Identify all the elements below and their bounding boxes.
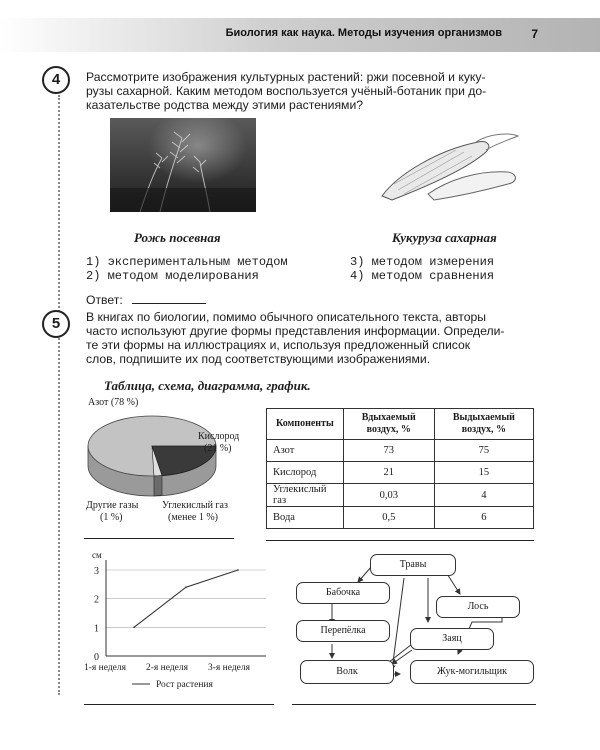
table-header-row bbox=[267, 409, 534, 440]
table-row bbox=[267, 440, 534, 462]
table-cell: 4 bbox=[434, 484, 533, 507]
node-wolf: Волк bbox=[300, 660, 394, 684]
corn-illustration bbox=[368, 124, 524, 204]
data-point bbox=[237, 569, 239, 571]
pie-label-co2: Углекислый газ bbox=[162, 500, 228, 511]
chart-answer-line[interactable] bbox=[84, 704, 274, 705]
table-cell: Вода bbox=[267, 507, 344, 529]
data-point bbox=[185, 586, 187, 588]
word-list: Таблица, схема, диаграмма, график. bbox=[104, 378, 311, 393]
scheme-answer-line[interactable] bbox=[292, 704, 536, 705]
rye-photo bbox=[110, 118, 256, 212]
question-number-4: 4 bbox=[42, 66, 70, 94]
table-row bbox=[267, 507, 534, 529]
margin-dotted-line bbox=[58, 95, 60, 695]
pie-label-oxygen: Кислород bbox=[198, 431, 240, 442]
answer-label: Ответ: bbox=[86, 293, 123, 307]
pie-label-co2-value: (менее 1 %) bbox=[168, 512, 218, 523]
pie-slice-edge bbox=[154, 476, 162, 496]
y-tick-label: 0 bbox=[94, 652, 99, 663]
table-cell: 21 bbox=[343, 462, 434, 484]
table-header: Вдыхаемый воздух, % bbox=[343, 409, 434, 440]
option-1: 1) экспериментальным методом bbox=[86, 255, 288, 269]
table-cell: Кислород bbox=[267, 462, 344, 484]
question-5-line: слов, подпишите их под соответствующими изображениями. bbox=[86, 352, 431, 366]
option-4: 4) методом сравнения bbox=[350, 269, 495, 283]
node-butterfly: Бабочка bbox=[296, 582, 390, 604]
node-beetle: Жук-могильщик bbox=[410, 660, 534, 684]
table-row bbox=[267, 484, 534, 507]
legend-label: Рост растения bbox=[156, 680, 213, 690]
node-hare: Заяц bbox=[410, 628, 494, 650]
table-cell: 0,03 bbox=[343, 484, 434, 507]
pie-label-oxygen-value: (21 %) bbox=[204, 443, 232, 454]
x-tick-label: 3-я неделя bbox=[208, 663, 250, 673]
table-cell: Углекислый газ bbox=[267, 484, 344, 507]
node-quail: Перепёлка bbox=[296, 620, 390, 642]
y-tick-label: 2 bbox=[94, 594, 99, 606]
question-number-5: 5 bbox=[42, 310, 70, 338]
pie-label-other-value: (1 %) bbox=[100, 512, 123, 523]
table-cell: 15 bbox=[434, 462, 533, 484]
y-axis-label: см bbox=[92, 550, 102, 560]
answer-input-line[interactable] bbox=[132, 303, 206, 304]
option-3: 3) методом измерения bbox=[350, 255, 495, 269]
question-4-line: казательстве родства между этими растениями? bbox=[86, 98, 364, 112]
corn-caption: Кукуруза сахарная bbox=[392, 230, 497, 245]
question-5-line: часто используют другие формы представления информации. Определи- bbox=[86, 324, 505, 338]
question-4-line: рузы сахарной. Каким методом воспользуется учёный-ботаник при до- bbox=[86, 84, 487, 98]
data-point bbox=[133, 627, 135, 629]
rye-ears-illustration bbox=[110, 118, 256, 212]
x-tick-label: 2-я неделя bbox=[146, 663, 188, 673]
table-answer-line[interactable] bbox=[266, 540, 534, 541]
pie-answer-line[interactable] bbox=[84, 538, 234, 539]
rye-caption: Рожь посевная bbox=[134, 230, 221, 245]
option-2: 2) методом моделирования bbox=[86, 269, 259, 283]
question-5-text bbox=[86, 310, 534, 366]
table-cell: 6 bbox=[434, 507, 533, 529]
question-5-line: В книгах по биологии, помимо обычного описательного текста, авторы bbox=[86, 310, 487, 324]
table-cell: Азот bbox=[267, 440, 344, 462]
pie-diagram bbox=[82, 406, 222, 506]
table-row bbox=[267, 462, 534, 484]
node-grass: Травы bbox=[370, 554, 456, 576]
question-4-line: Рассмотрите изображения культурных растений: ржи посевной и куку- bbox=[86, 70, 486, 84]
page-number: 7 bbox=[531, 27, 538, 41]
y-tick-label: 1 bbox=[94, 623, 99, 635]
components-table bbox=[266, 408, 534, 529]
node-moose: Лось bbox=[436, 596, 520, 618]
table-cell: 0,5 bbox=[343, 507, 434, 529]
pie-label-other: Другие газы bbox=[86, 500, 139, 511]
header-title: Биология как наука. Методы изучения организмов bbox=[225, 27, 502, 39]
question-5-line: те эти формы на иллюстрациях и, используя предложенный список bbox=[86, 338, 471, 352]
growth-line-chart bbox=[80, 546, 276, 706]
pie-label-nitrogen: Азот (78 %) bbox=[88, 397, 139, 408]
table-header: Компоненты bbox=[267, 409, 344, 440]
question-4-text bbox=[86, 70, 534, 112]
x-tick-label: 1-я неделя bbox=[84, 663, 126, 673]
table-cell: 75 bbox=[434, 440, 533, 462]
table-cell: 73 bbox=[343, 440, 434, 462]
y-tick-label: 3 bbox=[94, 566, 99, 577]
table-header: Выдыхаемый воздух, % bbox=[434, 409, 533, 440]
